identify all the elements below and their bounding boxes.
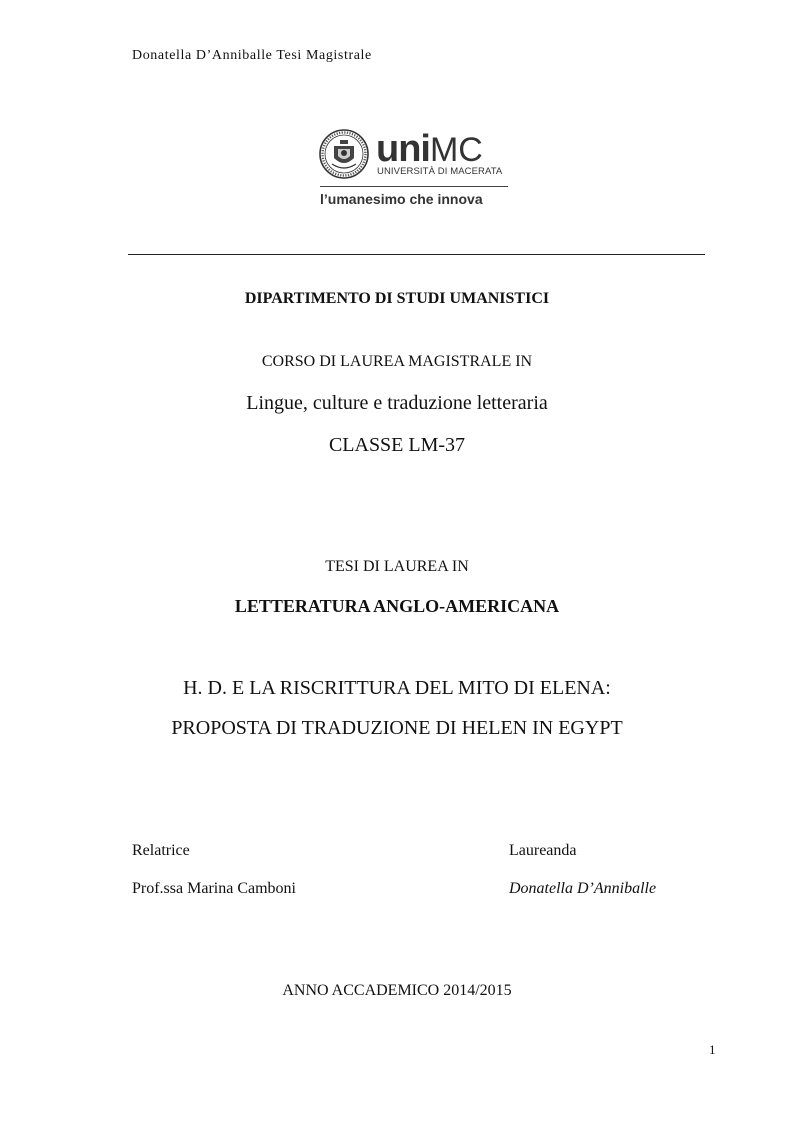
page-number: 1: [709, 1042, 716, 1057]
course-name: Lingue, culture e traduzione letteraria: [246, 392, 548, 414]
candidate-label: Laureanda: [509, 842, 577, 859]
academic-year: ANNO ACCADEMICO 2014/2015: [282, 982, 512, 999]
logo-subtitle: UNIVERSITÀ DI MACERATA: [377, 166, 503, 177]
department-heading: DIPARTIMENTO DI STUDI UMANISTICI: [244, 290, 550, 307]
thesis-title-line-2: PROPOSTA DI TRADUZIONE DI HELEN IN EGYPT: [171, 717, 623, 739]
logo-divider: [320, 186, 508, 187]
thesis-subject: LETTERATURA ANGLO-AMERICANA: [234, 596, 560, 616]
course-label: CORSO DI LAUREA MAGISTRALE IN: [261, 353, 533, 370]
degree-class: CLASSE LM-37: [328, 434, 466, 456]
thesis-label: TESI DI LAUREA IN: [325, 558, 469, 575]
header-divider: [128, 254, 705, 255]
logo-word-mc: MC: [429, 131, 483, 169]
logo-motto: l’umanesimo che innova: [320, 191, 483, 207]
university-seal-icon: [318, 128, 370, 180]
supervisor-label: Relatrice: [132, 842, 190, 859]
thesis-title-line-1: H. D. E LA RISCRITTURA DEL MITO DI ELENA:: [183, 677, 611, 699]
running-head: Donatella D’Anniballe Tesi Magistrale: [132, 48, 372, 63]
logo-word-uni: uni: [376, 128, 430, 170]
candidate-name: Donatella D’Anniballe: [509, 880, 657, 897]
university-logo: [318, 128, 518, 210]
logo-wordmark: [376, 130, 483, 168]
supervisor-name: Prof.ssa Marina Camboni: [132, 880, 296, 897]
